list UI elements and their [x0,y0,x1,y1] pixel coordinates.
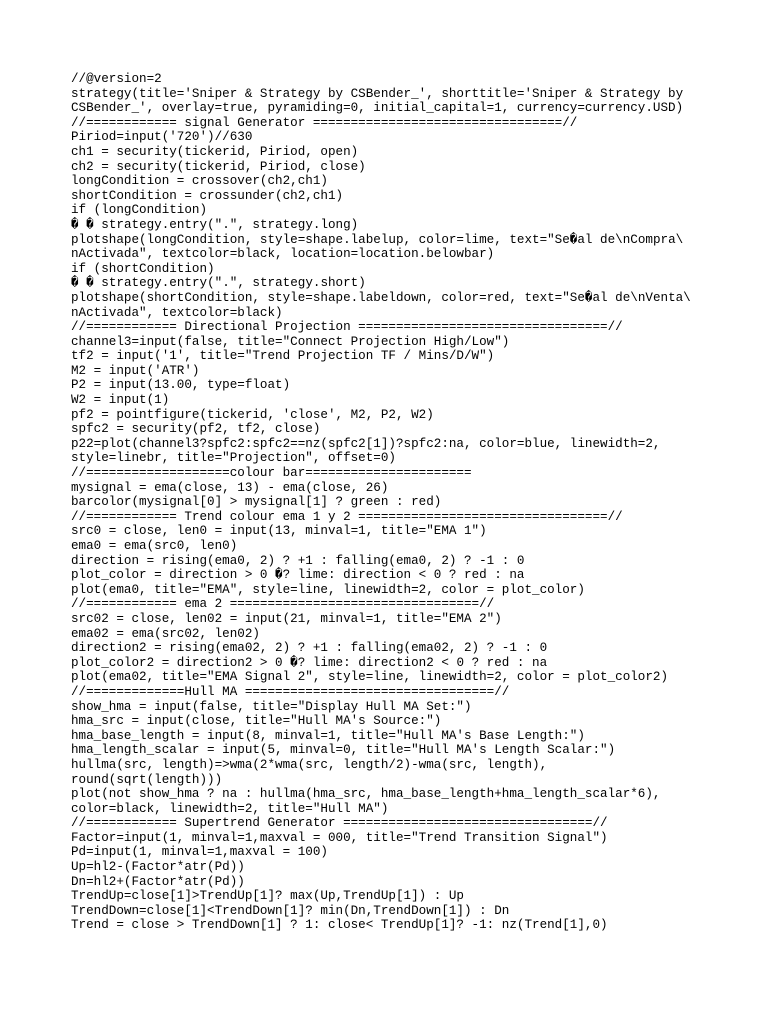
code-line: shortCondition = crossunder(ch2,ch1) [71,188,344,203]
code-line: TrendDown=close[1]<TrendDown[1]? min(Dn,TrendDown[1]) : Dn [71,903,510,918]
code-line: //===================colour bar====================== [71,466,472,481]
code-line: P2 = input(13.00, type=float) [71,378,291,393]
code-line: plot(ema0, title="EMA", style=line, linewidth=2, color = plot_color) [71,582,585,597]
code-line: nActivada", textcolor=black) [71,305,283,320]
code-line: plotshape(shortCondition, style=shape.labeldown, color=red, text="Se�al de\nVenta\ [71,290,691,305]
code-line: style=linebr, title="Projection", offset=0) [71,451,396,466]
code-line: //============ signal Generator =================================// [71,115,578,130]
code-line: tf2 = input('1', title="Trend Projection TF / Mins/D/W") [71,349,495,364]
code-line: Pd=input(1, minval=1,maxval = 100) [71,845,328,860]
code-line: Trend = close > TrendDown[1] ? 1: close< TrendUp[1]? -1: nz(Trend[1],0) [71,918,608,933]
code-line: Piriod=input('720')//630 [71,130,253,145]
code-line: direction = rising(ema0, 2) ? +1 : falling(ema0, 2) ? -1 : 0 [71,553,525,568]
code-line: p22=plot(channel3?spfc2:spfc2==nz(spfc2[1])?spfc2:na, color=blue, linewidth=2, [71,436,661,451]
code-line: hma_base_length = input(8, minval=1, title="Hull MA's Base Length:") [71,728,585,743]
code-line: Up=hl2-(Factor*atr(Pd)) [71,860,245,875]
code-line: Dn=hl2+(Factor*atr(Pd)) [71,874,245,889]
code-line: M2 = input('ATR') [71,363,200,378]
code-line: TrendUp=close[1]>TrendUp[1]? max(Up,TrendUp[1]) : Up [71,889,464,904]
code-line: ch2 = security(tickerid, Piriod, close) [71,159,366,174]
code-line: plot_color2 = direction2 > 0 �? lime: direction2 < 0 ? red : na [71,655,548,670]
code-line: plot_color = direction > 0 �? lime: direction < 0 ? red : na [71,568,525,583]
code-line: ema02 = ema(src02, len02) [71,626,260,641]
code-line: round(sqrt(length))) [71,772,223,787]
code-line: nActivada", textcolor=black, location=location.belowbar) [71,247,495,262]
code-line: //=============Hull MA =================================// [71,684,510,699]
code-line: //============ Supertrend Generator =================================// [71,816,608,831]
code-line: hma_src = input(close, title="Hull MA's Source:") [71,714,442,729]
code-line: barcolor(mysignal[0] > mysignal[1] ? green : red) [71,495,442,510]
code-line: //============ Trend colour ema 1 y 2 =================================// [71,509,623,524]
code-line: strategy(title='Sniper & Strategy by CSBender_', shorttitle='Sniper & Strategy by [71,86,684,101]
code-line: //@version=2 [71,72,162,86]
code-line: Factor=input(1, minval=1,maxval = 000, title="Trend Transition Signal") [71,830,608,845]
code-line: spfc2 = security(pf2, tf2, close) [71,422,321,437]
code-line: � � strategy.entry(".", strategy.long) [71,217,359,232]
code-line: W2 = input(1) [71,393,170,408]
code-line: � � strategy.entry(".", strategy.short) [71,276,366,291]
code-line: color=black, linewidth=2, title="Hull MA") [71,801,389,816]
code-line: show_hma = input(false, title="Display Hull MA Set:") [71,699,472,714]
code-line: src0 = close, len0 = input(13, minval=1, title="EMA 1") [71,524,487,539]
code-line: //============ ema 2 =================================// [71,597,495,612]
code-line: plot(not show_hma ? na : hullma(hma_src, hma_base_length+hma_length_scalar*6), [71,787,661,802]
code-line: if (longCondition) [71,203,208,218]
code-line: //============ Directional Projection =================================// [71,320,623,335]
code-line: src02 = close, len02 = input(21, minval=1, title="EMA 2") [71,611,502,626]
code-line: ema0 = ema(src0, len0) [71,539,238,553]
code-line: plotshape(longCondition, style=shape.labelup, color=lime, text="Se�al de\nCompra\ [71,232,684,247]
code-line: plot(ema02, title="EMA Signal 2", style=line, linewidth=2, color = plot_color2) [71,670,669,685]
code-line: hullma(src, length)=>wma(2*wma(src, length/2)-wma(src, length), [71,757,548,772]
code-line: if (shortCondition) [71,261,215,276]
code-line: hma_length_scalar = input(5, minval=0, title="Hull MA's Length Scalar:") [71,743,616,758]
code-line: direction2 = rising(ema02, 2) ? +1 : falling(ema02, 2) ? -1 : 0 [71,641,548,656]
code-line: channel3=input(false, title="Connect Projection High/Low") [71,334,510,349]
code-line: pf2 = pointfigure(tickerid, 'close', M2, P2, W2) [71,407,434,422]
code-line: mysignal = ema(close, 13) - ema(close, 26) [71,480,389,495]
code-line: CSBender_', overlay=true, pyramiding=0, initial_capital=1, currency=currency.USD) [71,101,684,116]
code-line: ch1 = security(tickerid, Piriod, open) [71,144,359,159]
code-listing [71,72,711,933]
code-line: longCondition = crossover(ch2,ch1) [71,174,328,189]
